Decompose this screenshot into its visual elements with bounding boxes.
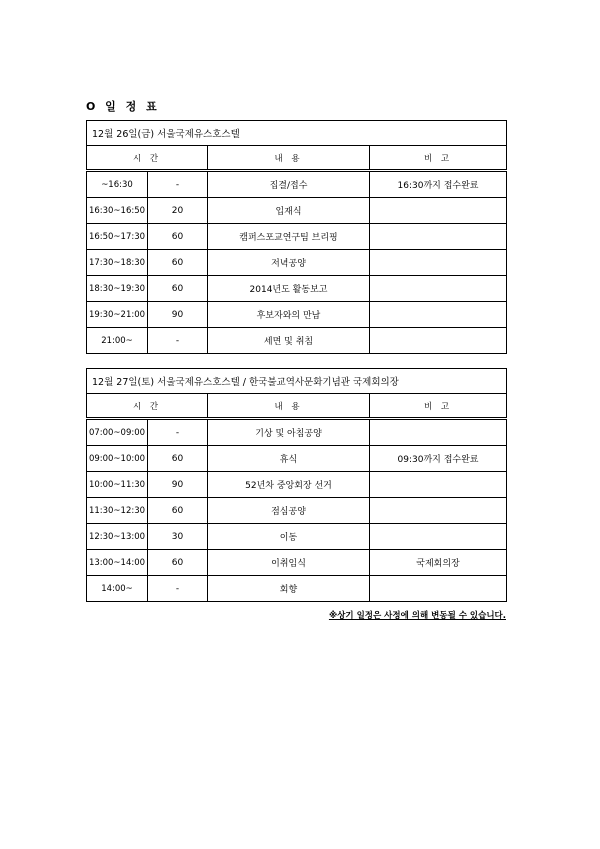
- cell-content: 회향: [208, 576, 370, 602]
- cell-note: [370, 250, 507, 276]
- header-time: 시 간: [87, 146, 208, 171]
- cell-note: [370, 419, 507, 446]
- table-title-row: [87, 121, 507, 146]
- cell-content: 52년차 중앙회장 선거: [208, 472, 370, 498]
- table-title-row: [87, 369, 507, 394]
- cell-time: 09:00~10:00: [87, 446, 148, 472]
- cell-time: 19:30~21:00: [87, 302, 148, 328]
- header-note: 비 고: [370, 394, 507, 419]
- day2-title: 12월 27일(토) 서울국제유스호스텔 / 한국불교역사문화기념관 국제회의장: [87, 369, 507, 394]
- cell-time: 14:00~: [87, 576, 148, 602]
- cell-content: 세면 및 취침: [208, 328, 370, 354]
- table-row: [87, 419, 507, 446]
- cell-time: ~16:30: [87, 171, 148, 198]
- cell-duration: 90: [148, 472, 208, 498]
- day1-title: 12월 26일(금) 서울국제유스호스텔: [87, 121, 507, 146]
- cell-time: 07:00~09:00: [87, 419, 148, 446]
- cell-note: [370, 302, 507, 328]
- cell-duration: 60: [148, 276, 208, 302]
- header-content: 내 용: [208, 394, 370, 419]
- cell-duration: 60: [148, 446, 208, 472]
- header-note: 비 고: [370, 146, 507, 171]
- table-row: [87, 576, 507, 602]
- cell-content: 점심공양: [208, 498, 370, 524]
- cell-note: [370, 576, 507, 602]
- cell-note: [370, 198, 507, 224]
- table-row: [87, 276, 507, 302]
- cell-note: [370, 524, 507, 550]
- cell-duration: 30: [148, 524, 208, 550]
- cell-content: 캠퍼스포교연구팀 브리핑: [208, 224, 370, 250]
- cell-note: [370, 276, 507, 302]
- table-row: [87, 224, 507, 250]
- table-row: [87, 446, 507, 472]
- table-row: [87, 328, 507, 354]
- header-time: 시 간: [87, 394, 208, 419]
- cell-content: 휴식: [208, 446, 370, 472]
- cell-time: 16:50~17:30: [87, 224, 148, 250]
- cell-duration: -: [148, 328, 208, 354]
- cell-time: 18:30~19:30: [87, 276, 148, 302]
- header-content: 내 용: [208, 146, 370, 171]
- page-heading: O 일 정 표: [86, 100, 160, 113]
- table-row: [87, 524, 507, 550]
- cell-duration: 60: [148, 550, 208, 576]
- cell-content: 저녁공양: [208, 250, 370, 276]
- cell-note: [370, 224, 507, 250]
- cell-duration: 60: [148, 250, 208, 276]
- cell-time: 13:00~14:00: [87, 550, 148, 576]
- table-row: [87, 198, 507, 224]
- cell-time: 17:30~18:30: [87, 250, 148, 276]
- table-header-row: [87, 146, 507, 171]
- cell-time: 11:30~12:30: [87, 498, 148, 524]
- cell-duration: 60: [148, 498, 208, 524]
- schedule-table-day2: [86, 368, 507, 602]
- cell-note: 국제회의장: [370, 550, 507, 576]
- cell-content: 입재식: [208, 198, 370, 224]
- cell-content: 이동: [208, 524, 370, 550]
- cell-time: 21:00~: [87, 328, 148, 354]
- cell-note: [370, 498, 507, 524]
- schedule-table-day1: [86, 120, 507, 354]
- cell-content: 이취임식: [208, 550, 370, 576]
- cell-duration: 90: [148, 302, 208, 328]
- cell-duration: 60: [148, 224, 208, 250]
- table-row: [87, 250, 507, 276]
- cell-note: [370, 328, 507, 354]
- cell-content: 기상 및 아침공양: [208, 419, 370, 446]
- table-row: [87, 498, 507, 524]
- table-row: [87, 550, 507, 576]
- footnote: ※상기 일정은 사정에 의해 변동될 수 있습니다.: [328, 611, 506, 621]
- cell-duration: -: [148, 171, 208, 198]
- cell-content: 후보자와의 만남: [208, 302, 370, 328]
- cell-time: 12:30~13:00: [87, 524, 148, 550]
- cell-note: 16:30까지 접수완료: [370, 171, 507, 198]
- cell-note: 09:30까지 접수완료: [370, 446, 507, 472]
- cell-duration: -: [148, 419, 208, 446]
- cell-content: 2014년도 활동보고: [208, 276, 370, 302]
- table-row: [87, 302, 507, 328]
- cell-content: 집결/접수: [208, 171, 370, 198]
- cell-time: 16:30~16:50: [87, 198, 148, 224]
- cell-duration: -: [148, 576, 208, 602]
- cell-note: [370, 472, 507, 498]
- cell-time: 10:00~11:30: [87, 472, 148, 498]
- table-row: [87, 171, 507, 198]
- table-row: [87, 472, 507, 498]
- cell-duration: 20: [148, 198, 208, 224]
- table-header-row: [87, 394, 507, 419]
